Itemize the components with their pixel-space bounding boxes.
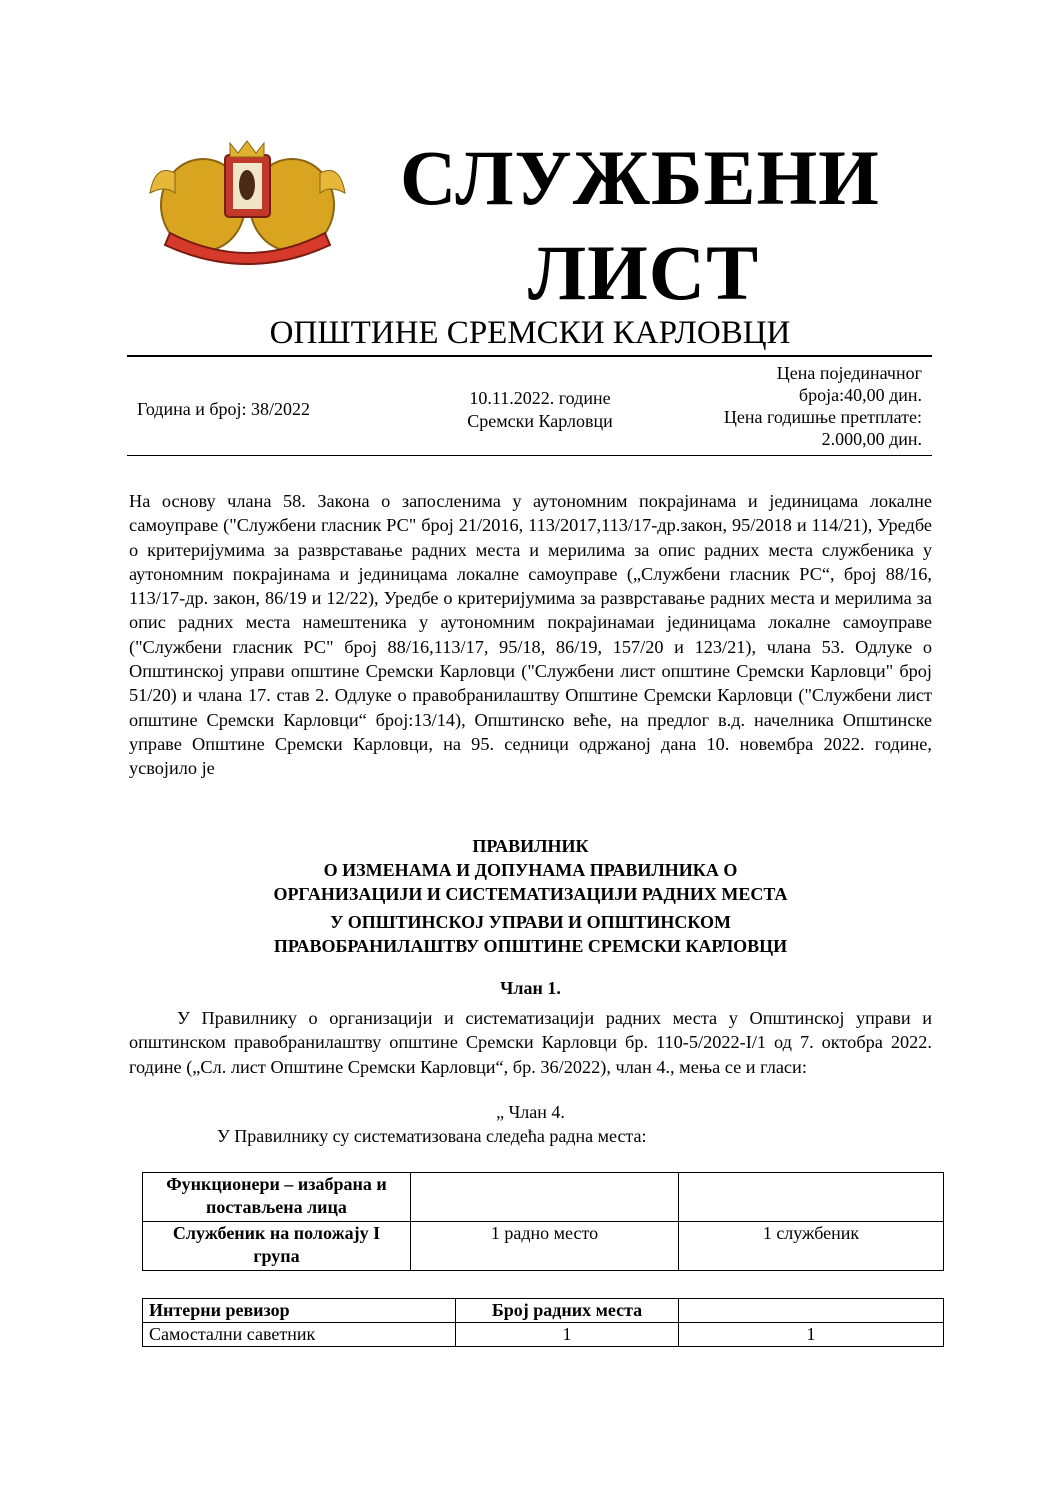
- article4-intro: У Правилнику су систематизована следећа радна места:: [217, 1126, 647, 1146]
- masthead-title-line1: СЛУЖБЕНИ: [400, 134, 880, 221]
- table-row: [143, 1323, 944, 1347]
- table-cell: [679, 1173, 944, 1222]
- table-header-cell: Интерни ревизор: [143, 1299, 456, 1323]
- preamble: [129, 489, 932, 781]
- header-bottom-divider: [127, 455, 932, 456]
- table-row: [143, 1222, 944, 1271]
- price-annual-line1: Цена годишње претплате:: [723, 407, 922, 427]
- table-cell: 1 службеник: [679, 1222, 944, 1271]
- document-title-line5: ПРАВОБРАНИЛАШТВУ ОПШТИНЕ СРЕМСКИ КАРЛОВЦИ: [273, 936, 788, 956]
- document-title-line2: О ИЗМЕНАМА И ДОПУНАМА ПРАВИЛНИКА О: [323, 860, 738, 880]
- price-single-line2: броја:40,00 дин.: [798, 385, 922, 405]
- coat-of-arms-logo: [145, 133, 350, 268]
- table-cell: 1 радно место: [411, 1222, 679, 1271]
- table-cell: 1: [456, 1323, 679, 1347]
- preamble-text: На основу члана 58. Закона о запосленима у аутономним покрајинама и јединицама локалне самоуправе ("Службени гласник РС" број 21/2016, 113/2017,113/17-др.закон, 95/2018 и 114/21), Уредбе о критеријумима за разврставање радних места и мерилима за опис радних места службеника у аутономним покрајинама и јединицама локалне самоуправе („Службени гласник РС“, број 88/16, 113/17-др. закон, 86/19 и 12/22), Уредбе о критеријумима за разврставање радних места и мерилима за опис радних места намештеника у аутономним покрајинамаи јединицама локалне самоуправе ("Службени гласник РС" број 88/16,113/17, 95/18, 86/19, 157/20 и 123/21), члана 53. Одлуке о Општинској управи општине Сремски Карловци ("Службени лист општине Сремски Карловци" број 51/20) и члана 17. став 2. Одлуке о правобранилаштву Општине Сремски Карловци ("Службени лист општине Сремски Карловци“ број:13/14), Општинско веће, на предлог в.д. начелника Општинске управе Општине Сремски Карловци, на 95. седници одржаној дана 10. новембра 2022. године, усвојило је: [129, 491, 932, 779]
- article1-text: У Правилнику о организацији и систематизацији радних места у Општинској управи и општинском правобранилаштву општине Сремски Карловци бр. 110-5/2022-I/1 од 7. октобра 2022. године („Сл. лист Општине Сремски Карловци“, бр. 36/2022), члан 4., мења се и гласи:: [129, 1008, 932, 1077]
- issue-year-number: Година и број: 38/2022: [137, 399, 311, 419]
- positions-table-internal-auditor: [142, 1298, 944, 1347]
- price-annual-line2: 2.000,00 дин.: [821, 429, 922, 449]
- article1-heading: Члан 1.: [500, 978, 561, 998]
- table-cell: Службеник на положају I група: [143, 1222, 411, 1271]
- positions-table-officials: [142, 1172, 944, 1271]
- table-header-cell: [679, 1299, 944, 1323]
- article4-quote-heading: „ Члан 4.: [496, 1102, 565, 1122]
- document-title-line3: ОРГАНИЗАЦИЈИ И СИСТЕМАТИЗАЦИЈИ РАДНИХ МЕСТА: [273, 884, 788, 904]
- price-single-line1: Цена појединачног: [776, 363, 922, 383]
- table-row: [143, 1299, 944, 1323]
- issue-date: 10.11.2022. године: [469, 388, 611, 408]
- document-title-line4: У ОПШТИНСКОЈ УПРАВИ И ОПШТИНСКОМ: [330, 912, 731, 932]
- masthead-subtitle: ОПШТИНЕ СРЕМСКИ КАРЛОВЦИ: [269, 315, 791, 351]
- table-cell: Функционери – изабрана и постављена лица: [143, 1173, 411, 1222]
- issue-place: Сремски Карловци: [467, 411, 613, 431]
- masthead-title-line2: ЛИСТ: [528, 229, 760, 316]
- table-row: [143, 1173, 944, 1222]
- document-title-line1: ПРАВИЛНИК: [472, 836, 589, 856]
- table-cell: Самостални саветник: [143, 1323, 456, 1347]
- masthead-divider: [127, 355, 932, 357]
- table-cell: [411, 1173, 679, 1222]
- price-block: [650, 362, 922, 450]
- table-header-cell: Број радних места: [456, 1299, 679, 1323]
- table-cell: 1: [679, 1323, 944, 1347]
- document-title: [129, 834, 932, 958]
